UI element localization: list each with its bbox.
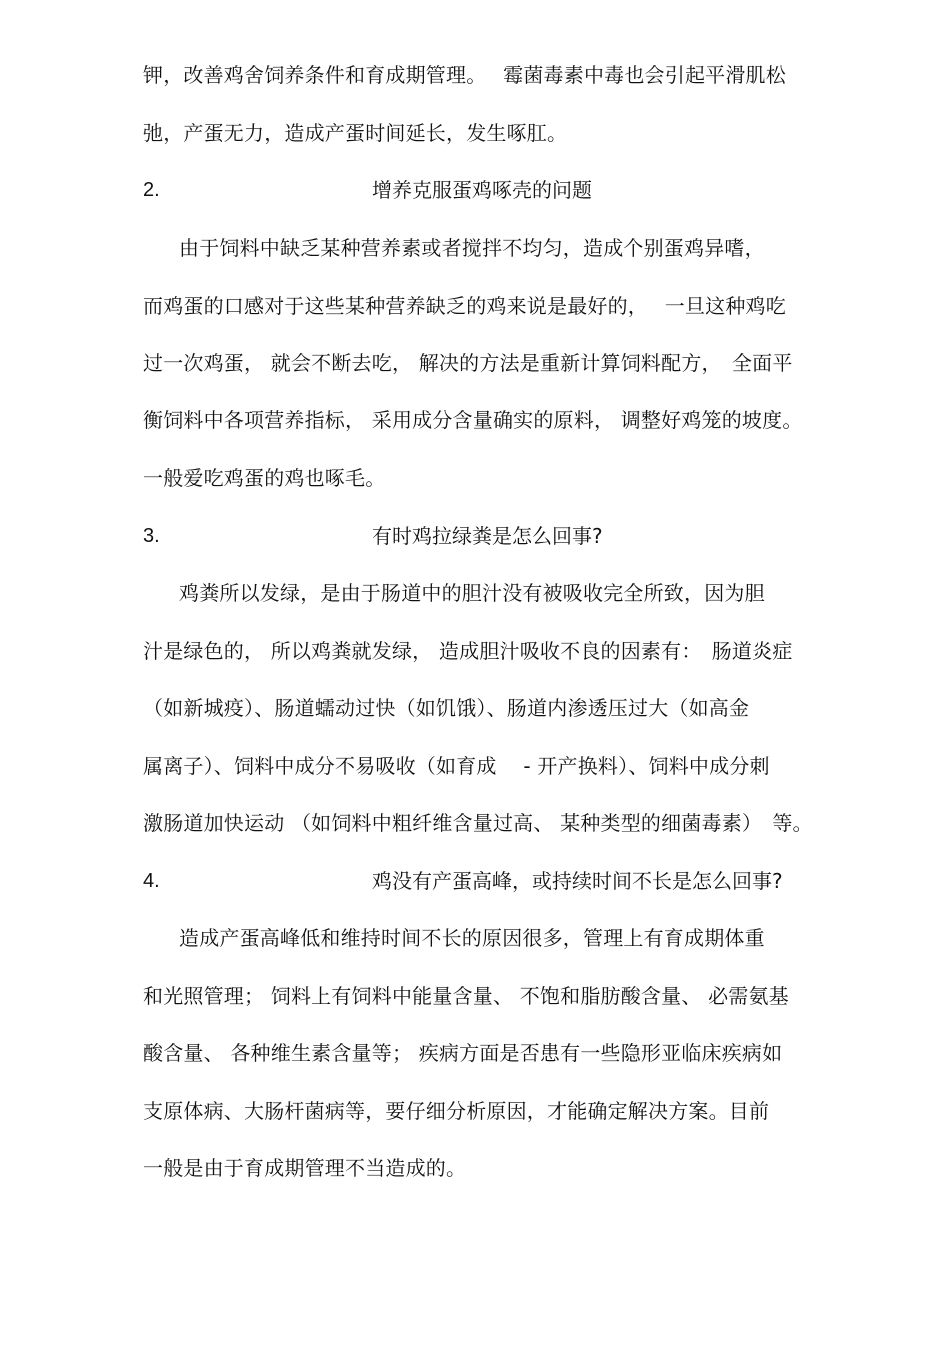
text-line: 弛，产蛋无力，造成产蛋时间延长，发生啄肛。	[143, 121, 568, 145]
text-line: （如新城疫）、肠道蠕动过快（如饥饿）、肠道内渗透压过大（如高金	[143, 696, 750, 720]
text-line: 钾，改善鸡舍饲养条件和育成期管理。 霉菌毒素中毒也会引起平滑肌松	[143, 63, 786, 87]
section-number: 2.	[143, 179, 160, 201]
text-line: 由于饲料中缺乏某种营养素或者搅拌不均匀，造成个别蛋鸡异嗜，	[179, 236, 765, 260]
section-title: 有时鸡拉绿粪是怎么回事?	[372, 524, 603, 548]
text-line: 而鸡蛋的口感对于这些某种营养缺乏的鸡来说是最好的， 一旦这种鸡吃	[143, 294, 786, 318]
section-heading-2	[143, 176, 883, 204]
section-number: 4.	[143, 870, 160, 892]
text-line: 造成产蛋高峰低和维持时间不长的原因很多，管理上有育成期体重	[179, 926, 765, 950]
section-title: 增养克服蛋鸡啄壳的问题	[372, 178, 592, 202]
text-line: 属离子）、饲料中成分不易吸收（如育成 - 开产换料）、饲料中成分刺	[143, 754, 770, 778]
text-line: 鸡粪所以发绿，是由于肠道中的胆汁没有被吸收完全所致，因为胆	[179, 581, 765, 605]
text-line: 衡饲料中各项营养指标， 采用成分含量确实的原料， 调整好鸡笼的坡度。	[143, 408, 803, 432]
text-line: 激肠道加快运动 （如饲料中粗纤维含量过高、 某种类型的细菌毒素） 等。	[143, 811, 813, 835]
section-title: 鸡没有产蛋高峰，或持续时间不长是怎么回事?	[372, 869, 783, 893]
text-line: 过一次鸡蛋， 就会不断去吃， 解决的方法是重新计算饲料配方， 全面平	[143, 351, 793, 375]
text-line: 酸含量、 各种维生素含量等； 疾病方面是否患有一些隐形亚临床疾病如	[143, 1041, 783, 1065]
text-line: 一般爱吃鸡蛋的鸡也啄毛。	[143, 466, 386, 490]
text-line: 一般是由于育成期管理不当造成的。	[143, 1156, 467, 1180]
text-line: 和光照管理； 饲料上有饲料中能量含量、 不饱和脂肪酸含量、 必需氨基	[143, 984, 789, 1008]
text-line: 支原体病、大肠杆菌病等，要仔细分析原因，才能确定解决方案。目前	[143, 1099, 770, 1123]
section-heading-4	[143, 867, 883, 895]
section-heading-3	[143, 522, 883, 550]
text-line: 汁是绿色的， 所以鸡粪就发绿， 造成胆汁吸收不良的因素有： 肠道炎症	[143, 639, 793, 663]
section-number: 3.	[143, 525, 160, 547]
